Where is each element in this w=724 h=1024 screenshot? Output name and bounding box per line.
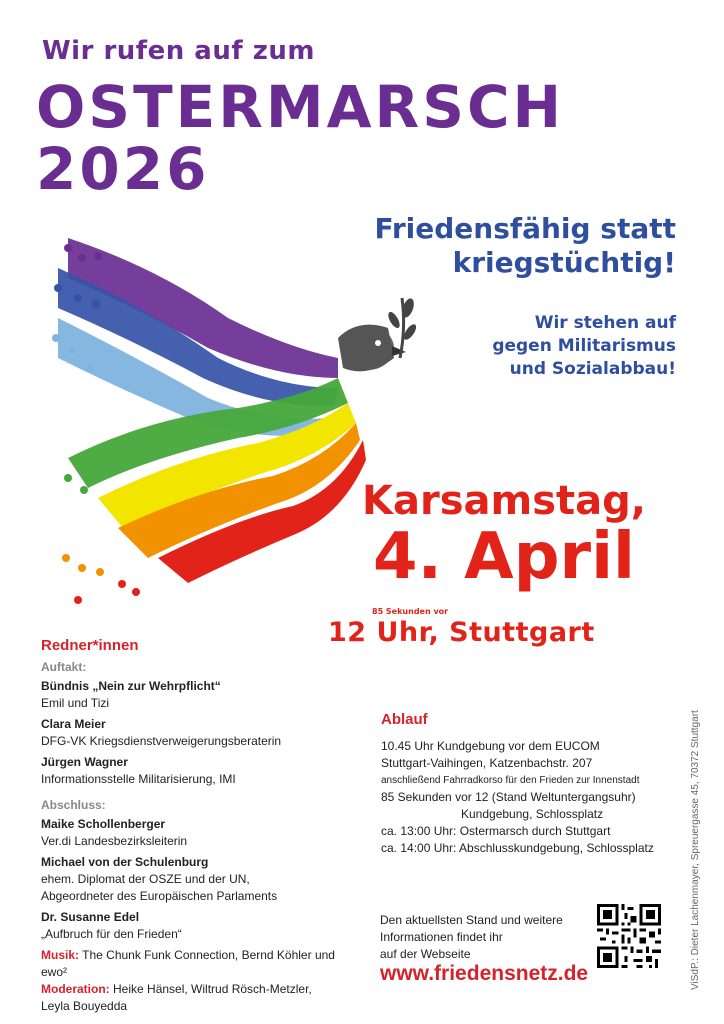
event-date: 4. April [373, 520, 635, 594]
seconds-note: 85 Sekunden vor [372, 607, 449, 616]
title-line-2: 2026 [36, 135, 210, 203]
info-line: Informationen findet ihr [380, 930, 503, 944]
title-line-1: OSTERMARSCH [36, 73, 565, 141]
schedule-line: ca. 13:00 Uhr: Ostermarsch durch Stuttgart [381, 824, 611, 838]
slogan [256, 212, 676, 280]
schedule-line: Stuttgart-Vaihingen, Katzenbachstr. 207 [381, 756, 593, 770]
music-line [41, 947, 361, 981]
sub-slogan-line-1: Wir stehen auf [534, 313, 676, 333]
info-line: auf der Webseite [380, 947, 471, 961]
moderation-label: Moderation: [41, 982, 110, 996]
info-line: Den aktuellsten Stand und weitere [380, 913, 563, 927]
schedule-line: Kundgebung, Schlossplatz [461, 807, 604, 821]
slogan-line-2: kriegstüchtig! [452, 246, 676, 279]
moderation-line-2: Leyla Bouyedda [41, 999, 128, 1013]
opening-label: Auftakt: [41, 660, 87, 674]
website-link[interactable]: www.friedensnetz.de [380, 962, 589, 985]
moderation-text: Heike Hänsel, Wiltrud Rösch-Metzler, [113, 982, 312, 996]
speaker-role: Informationsstelle Militarisierung, IMI [41, 772, 236, 786]
speaker-role: Ver.di Landesbezirksleiterin [41, 834, 188, 848]
intro-text: Wir rufen auf zum [42, 36, 315, 66]
speakers-heading: Redner*innen [41, 637, 139, 654]
sub-slogan-line-2: gegen Militarismus [492, 336, 676, 356]
schedule-line: 10.45 Uhr Kundgebung vor dem EUCOM [381, 739, 600, 753]
speaker-role: ehem. Diplomat der OSZE und der UN, [41, 872, 250, 886]
schedule-section [381, 711, 681, 857]
music-text: The Chunk Funk Connection, Bernd Köhler und ewo² [41, 948, 335, 979]
speaker-role: Abgeordneter des Europäischen Parlaments [41, 889, 278, 903]
speaker-name: Maike Schollenberger [41, 817, 166, 831]
speaker-name: Bündnis „Nein zur Wehrpflicht“ [41, 679, 221, 693]
speaker-role: „Aufbruch für den Frieden“ [41, 927, 182, 941]
slogan-line-1: Friedensfähig statt [374, 212, 676, 245]
speakers-section [41, 637, 361, 1015]
sub-slogan [400, 312, 676, 381]
closing-label: Abschluss: [41, 798, 106, 812]
schedule-line: anschließend Fahrradkorso für den Frieden zur Innenstadt [381, 775, 640, 786]
event-time-place: 12 Uhr, Stuttgart [328, 617, 595, 648]
schedule-line: 85 Sekunden vor 12 (Stand Weltuntergangsuhr) [381, 790, 636, 804]
speaker-role: DFG-VK Kriegsdienstverweigerungsberaterin [41, 734, 282, 748]
schedule-heading: Ablauf [381, 711, 428, 728]
sub-slogan-line-3: und Sozialabbau! [509, 359, 676, 379]
imprint: ViSdP.: Dieter Lachenmayer, Spreuergasse 45, 70372 Stuttgart [690, 710, 701, 990]
info-box [380, 912, 590, 963]
speaker-name: Michael von der Schulenburg [41, 855, 209, 869]
speaker-role: Emil und Tizi [41, 696, 110, 710]
page-title [36, 73, 565, 203]
moderation-line [41, 981, 361, 998]
qr-code-icon [597, 904, 661, 968]
speaker-name: Jürgen Wagner [41, 755, 128, 769]
speaker-name: Clara Meier [41, 717, 106, 731]
music-label: Musik: [41, 948, 80, 962]
schedule-line: ca. 14:00 Uhr: Abschlusskundgebung, Schlossplatz [381, 841, 654, 855]
speaker-name: Dr. Susanne Edel [41, 910, 140, 924]
event-weekday: Karsamstag, [362, 478, 646, 524]
